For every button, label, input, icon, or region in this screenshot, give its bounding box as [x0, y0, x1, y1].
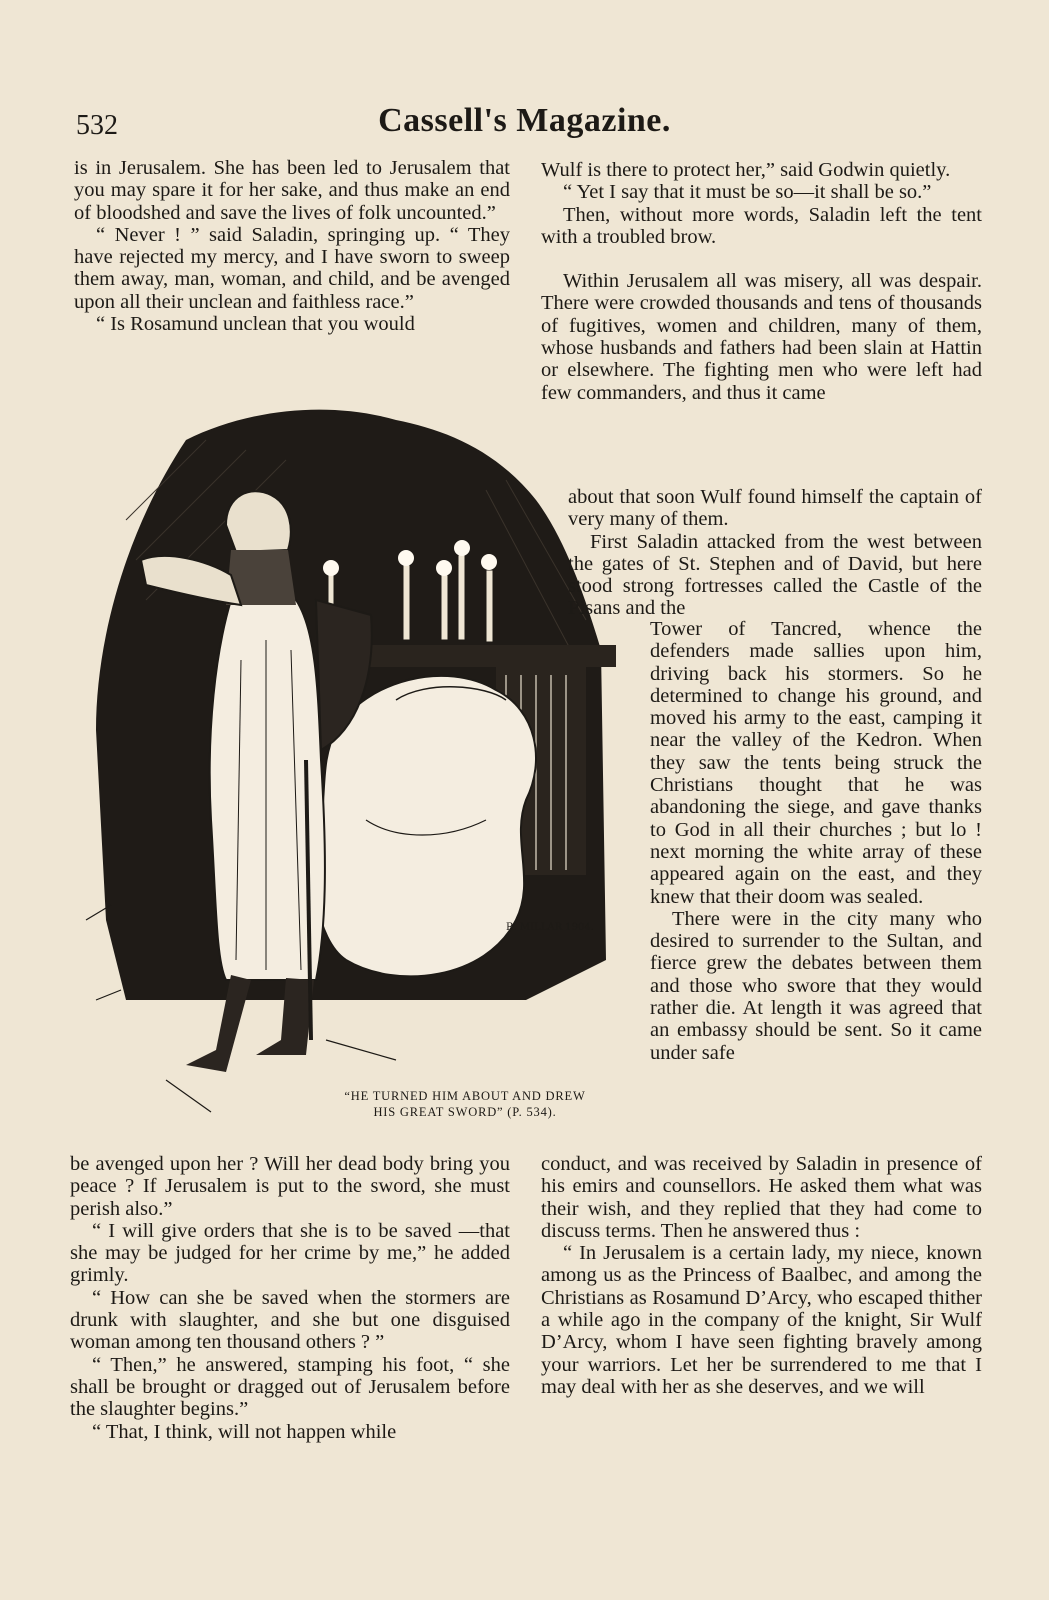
paragraph: “ How can she be saved when the stormers are drunk with slaughter, and she but one disguised woman among ten thousand others ? ”	[70, 1286, 510, 1354]
running-title: Cassell's Magazine.	[378, 102, 671, 139]
paragraph: “ Then,” he answered, stamping his foot, “ she shall be brought or dragged out of Jerusalem before the slaughter begins.”	[70, 1353, 510, 1421]
paragraph: Then, without more words, Saladin left the tent with a troubled brow.	[541, 203, 982, 248]
illustration-knight	[66, 400, 641, 1140]
paragraph: There were in the city many who desired to surrender to the Sultan, and fierce grew the debates between them and those who swore that they would rather die. At length it was agreed that an embassy should be sent. So it came under safe	[650, 907, 982, 1064]
paragraph: conduct, and was received by Saladin in presence of his emirs and counsellors. He asked them what was their wish, and they replied that they had come to discuss terms. Then he answered thus :	[541, 1153, 982, 1242]
caption-line: “HE TURNED HIM ABOUT AND DREW	[344, 1089, 586, 1103]
right-column-bottom	[541, 1153, 982, 1398]
knight-drawing	[66, 400, 641, 1140]
caption-line: HIS GREAT SWORD” (P. 534).	[373, 1105, 557, 1119]
right-column-wrap-2	[650, 618, 982, 1064]
right-column-wrap-1	[568, 486, 982, 620]
paragraph: First Saladin attacked from the west between the gates of St. Stephen and of David, but here stood strong fortresses called the Castle of the Pisans and the	[568, 530, 982, 620]
paragraph: “ I will give orders that she is to be saved —that she may be judged for her crime by me,” he added grimly.	[70, 1219, 510, 1287]
paragraph: “ Never ! ” said Saladin, springing up. “ They have rejected my mercy, and I have sworn to sweep them away, man, woman, and child, and be avenged upon all their unclean and faithless race.”	[74, 223, 510, 313]
right-column-top	[541, 159, 982, 404]
paragraph: Within Jerusalem all was misery, all was despair. There were crowded thousands and tens of thousands of fugitives, women and children, many of them, whose husbands and fathers had been slain at Hattin or elsewhere. The fighting men who were left had few commanders, and thus it came	[541, 270, 982, 404]
left-column-top	[74, 157, 510, 335]
paragraph: Wulf is there to protect her,” said Godwin quietly.	[541, 159, 951, 181]
paragraph: “ Yet I say that it must be so—it shall be so.”	[563, 181, 932, 204]
paragraph: “ That, I think, will not happen while	[92, 1420, 397, 1443]
paragraph: be avenged upon her ? Will her dead body bring you peace ? If Jerusalem is put to the sword, she must perish also.”	[70, 1153, 510, 1220]
artist-signature: R. MILLAR 1904.	[506, 922, 594, 933]
paragraph: is in Jerusalem. She has been led to Jerusalem that you may spare it for her sake, and thus make an end of bloodshed and save the lives of folk uncounted.”	[74, 157, 510, 224]
paragraph: Tower of Tancred, whence the defenders made sallies upon him, driving back his stormers. So he determined to change his ground, and moved his army to the east, camping it near the valley of the Kedron. When they saw the tents being struck the Christians thought that he was abandoning the siege, and gave thanks to God in all their churches ; but lo ! next morning the white array of these appeared again on the east, and they knew that their doom was sealed.	[650, 618, 982, 908]
page-number: 532	[76, 110, 118, 141]
left-column-bottom	[70, 1153, 510, 1443]
paragraph: about that soon Wulf found himself the captain of very many of them.	[568, 486, 982, 531]
illustration-caption	[300, 1088, 630, 1120]
paragraph: “ Is Rosamund unclean that you would	[96, 313, 415, 336]
paragraph: “ In Jerusalem is a certain lady, my niece, known among us as the Princess of Baalbec, and among the Christians as Rosamund D’Arcy, who escaped thither a while ago in the company of the knight, Sir Wulf D’Arcy, whom I have seen fighting bravely among your warriors. Let her be surrendered to me that I may deal with her as she deserves, and we will	[541, 1242, 982, 1398]
